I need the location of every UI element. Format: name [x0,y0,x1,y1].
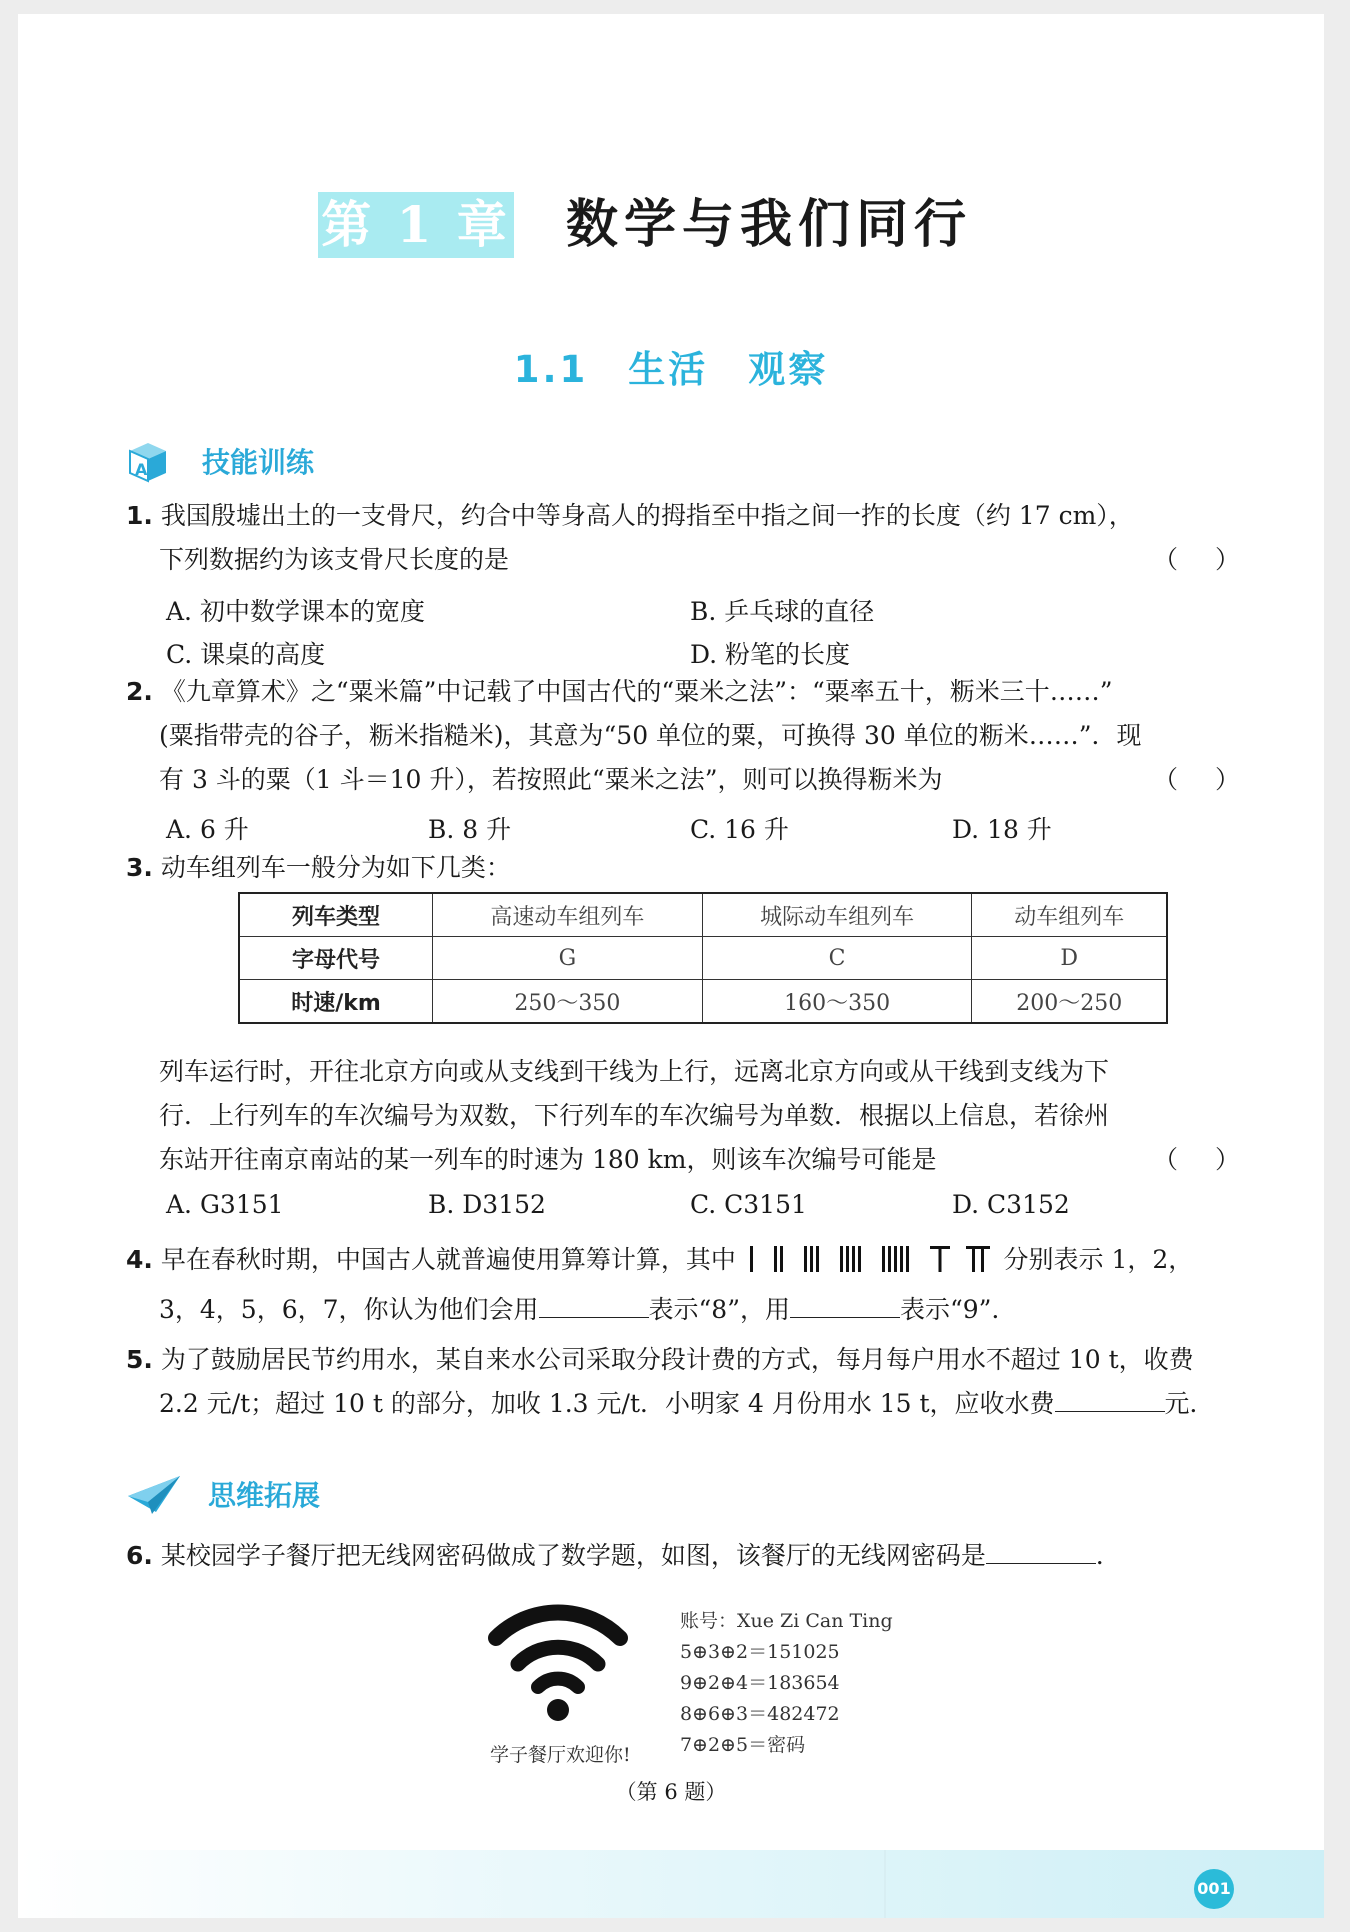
table-cell: C [702,937,972,980]
textbook-page [18,14,1324,1918]
answer-bracket: （ ） [1152,1145,1246,1174]
table-cell: 时速/km [239,980,433,1024]
answer-blank[interactable] [1055,1385,1165,1412]
table-cell: G [433,937,703,980]
option-b: B. 乒乓球的直径 [690,597,875,626]
table-row [239,980,1167,1024]
question-6: 6. 某校园学子餐厅把无线网密码做成了数学题，如图，该餐厅的无线网密码是 ． [126,1534,1266,1578]
question-text: 我国殷墟出土的一支骨尺，约合中等身高人的拇指至中指之间一拃的长度（约 17 cm）， [160,501,1134,530]
table-cell: 动车组列车 [972,893,1167,937]
rod-6 [930,1246,950,1272]
cube-a-icon [126,439,172,483]
paper-plane-icon [126,1472,182,1516]
section-title: 1.1 生活 观察 [513,348,829,391]
equation-line: 7⊕2⊕5＝密码 [680,1734,806,1756]
counting-rods-figure [750,1238,990,1282]
question-text: 元． [1164,1389,1215,1418]
wifi-account-panel [680,1606,893,1761]
question-number: 4. [126,1245,153,1274]
question-text: 为了鼓励居民节约用水，某自来水公司采取分段计费的方式，每月每户用水不超过 10 t，收费 [160,1345,1194,1374]
table-row [239,893,1167,937]
equation-line: 5⊕3⊕2＝151025 [680,1641,840,1663]
question-number: 6. [126,1541,153,1570]
wifi-caption: 学子餐厅欢迎你! [490,1744,631,1766]
rod-3 [804,1238,822,1282]
account-line: 账号：Xue Zi Can Ting [680,1610,893,1632]
option-a: A. 初中数学课本的宽度 [166,597,425,626]
question-text: 表示“9”． [900,1295,1017,1324]
question-3-intro [126,846,511,890]
answer-blank[interactable] [790,1291,900,1318]
chapter-title: 数学与我们同行 [566,195,973,255]
option-a: A. G3151 [166,1190,284,1219]
option-c: C. C3151 [690,1190,807,1219]
table-cell: D [972,937,1167,980]
question-text: 3，4，5，6，7，你认为他们会用 [159,1295,539,1324]
table-cell: 200～250 [972,980,1167,1024]
rod-5 [882,1238,912,1282]
option-c: C. 课桌的高度 [166,640,326,669]
answer-bracket: （ ） [1152,545,1246,574]
rod-4 [840,1238,864,1282]
figure-caption: （第 6 题） [615,1780,727,1804]
chapter-number-badge: 第 1 章 [318,192,514,258]
table-cell: 250～350 [433,980,703,1024]
question-1 [126,494,1246,582]
question-text: 动车组列车一般分为如下几类： [160,853,511,882]
equation-line: 9⊕2⊕4＝183654 [680,1672,840,1694]
table-cell: 列车类型 [239,893,433,937]
skills-section-header [126,439,315,487]
question-2 [126,670,1246,802]
question-number: 3. [126,853,153,882]
option-d: D. 粉笔的长度 [690,640,851,669]
question-number: 5. [126,1345,153,1374]
footer-divider [884,1850,886,1918]
answer-blank[interactable] [986,1537,1096,1564]
option-c: C. 16 升 [690,815,789,844]
rod-7 [966,1246,990,1272]
skills-section-label: 技能训练 [202,446,315,479]
thinking-section-header [126,1472,321,1520]
equation-line: 8⊕6⊕3＝482472 [680,1703,840,1725]
rod-1 [750,1238,756,1282]
question-text: 某校园学子餐厅把无线网密码做成了数学题，如图，该餐厅的无线网密码是 [160,1541,986,1570]
question-text: 表示“8”，用 [648,1295,790,1324]
footer-strip [18,1850,1324,1918]
table-cell: 字母代号 [239,937,433,980]
question-text: 《九章算术》之“粟米篇”中记载了中国古代的“粟米之法”：“粟率五十，粝米三十……” [160,677,1113,706]
question-3-body [159,1050,1246,1182]
question-text: 早在春秋时期，中国古人就普遍使用算筹计算，其中 [160,1245,736,1274]
page-number: 001 [1194,1869,1234,1909]
answer-blank[interactable] [539,1291,649,1318]
train-type-table [238,892,1168,1024]
question-text: 下列数据约为该支骨尺长度的是 [159,545,510,574]
question-5 [126,1338,1266,1426]
option-b: B. 8 升 [428,815,512,844]
table-cell: 高速动车组列车 [433,893,703,937]
option-d: D. C3152 [952,1190,1070,1219]
option-b: B. D3152 [428,1190,546,1219]
question-text: 分别表示 1，2， [1003,1245,1194,1274]
option-d: D. 18 升 [952,815,1052,844]
svg-text:A: A [135,460,148,479]
table-cell: 160～350 [702,980,972,1024]
question-number: 2. [126,677,153,706]
question-text: 列车运行时，开往北京方向或从支线到干线为上行，远离北京方向或从干线到支线为下 [159,1057,1110,1086]
rod-2 [774,1238,786,1282]
answer-bracket: （ ） [1152,765,1246,794]
table-row [239,937,1167,980]
option-a: A. 6 升 [166,815,249,844]
question-text: 东站开往南京南站的某一列车的时速为 180 km，则该车次编号可能是 [159,1145,937,1174]
wifi-icon [488,1594,628,1724]
question-4 [126,1238,1266,1332]
question-text: (粟指带壳的谷子，粝米指糙米)，其意为“50 单位的粟，可换得 30 单位的粝米……”．现 [159,721,1142,750]
question-text: 行．上行列车的车次编号为双数，下行列车的车次编号为单数．根据以上信息，若徐州 [159,1101,1110,1130]
question-text: 有 3 斗的粟（1 斗＝10 升），若按照此“粟米之法”，则可以换得粝米为 [159,765,943,794]
thinking-section-label: 思维拓展 [208,1479,321,1512]
table-cell: 城际动车组列车 [702,893,972,937]
question-text: 2.2 元/t；超过 10 t 的部分，加收 1.3 元/t．小明家 4 月份用水 15 t，应收水费 [159,1389,1055,1418]
question-number: 1. [126,501,153,530]
